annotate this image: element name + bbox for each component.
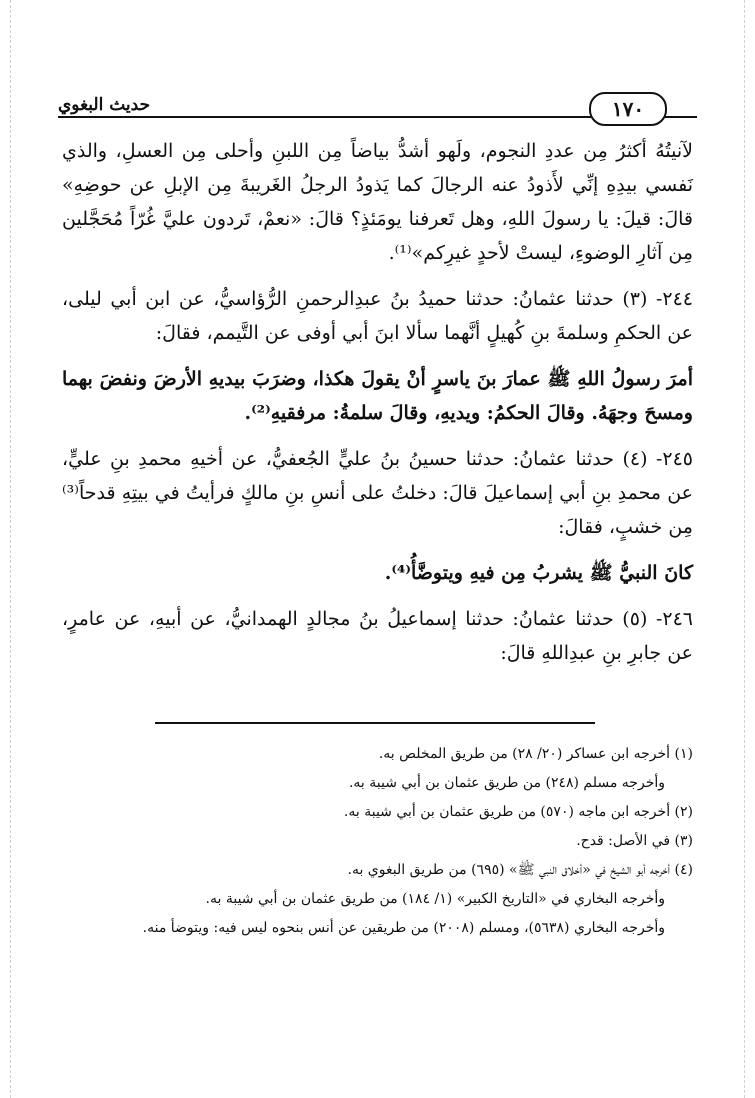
- hadith-245-isnad: ٢٤٥- (٤) حدثنا عثمانُ: حدثنا حسينُ بنُ عليٍّ الجُعفيُّ، عن أخيهِ محمدِ بنِ عليٍّ، عن محمدِ بنِ أبي إسماعيلَ قالَ: دخلتُ على أنسِ بنِ مالكٍ فرأيتُ في بيتِهِ قدحاً⁽³⁾ مِن خشبٍ، فقالَ:: [62, 448, 693, 538]
- footnote-4-continued-a: وأخرجه البخاري في «التاريخ الكبير» (١/ ١٨٤) من طريق عثمان بن أبي شيبة به.: [205, 891, 665, 907]
- hadith-244-matn: أمرَ رسولُ اللهِ ﷺ عمارَ بنَ ياسرٍ أنْ يقولَ هكذا، وضرَبَ بيديهِ الأرضَ ونفضَ بهما ومسحَ وجهَهُ. وقالَ الحكمُ: ويديهِ، وقالَ سلمةُ: مرفقيهِ⁽²⁾.: [62, 368, 693, 424]
- paragraph-continuation: لآنيتُهُ أكثرُ مِن عددِ النجوم، ولَهو أشدُّ بياضاً مِن اللبنِ وأحلى مِن العسلِ، والذي نَفسي بيدِهِ إنِّي لأَذودُ عنه الرجالَ كما يَذودُ الرجلُ الغَريبةَ مِن الإبلِ عن حوضِهِ» قالَ: قيلَ: يا رسولَ اللهِ، وهل تَعرفنا يومَئذٍ؟ قالَ: «نعمْ، تَردون عليَّ غُرّاً مُحَجَّلين مِن آثارِ الوضوءِ، ليستْ لأحدٍ غيرِكم»⁽¹⁾.: [62, 140, 693, 264]
- footnote-1: (١) أخرجه ابن عساكر (٢٠/ ٢٨) من طريق المخلص به.: [378, 746, 693, 762]
- footnote-separator: [155, 722, 595, 724]
- hadith-244-isnad: ٢٤٤- (٣) حدثنا عثمانُ: حدثنا حميدُ بنُ عبدِالرحمنِ الرُّؤاسيُّ، عن ابن أبي ليلى، عن الحكمِ وسلمةَ بنِ كُهيلٍ أنَّهما سألا ابنَ أبي أوفى عن التَّيمم، فقالَ:: [62, 288, 693, 344]
- running-header: [58, 88, 697, 124]
- hadith-245-matn: كانَ النبيُّ ﷺ يشربُ مِن فيهِ ويتوضَّأُ⁽⁴⁾.: [384, 562, 693, 584]
- footnote-4-continued-b: وأخرجه البخاري (٥٦٣٨)، ومسلم (٢٠٠٨) من طريقين عن أنس بنحوه ليس فيه: ويتوضأ منه.: [142, 920, 665, 936]
- footnote-4: (٤) أخرجه أبو الشيخ في «أخلاق النبي ﷺ» (٦٩٥) من طريق البغوي به.: [347, 862, 693, 878]
- page-number: ١٧٠: [589, 92, 667, 126]
- footnote-2: (٢) أخرجه ابن ماجه (٥٧٠) من طريق عثمان بن أبي شيبة به.: [343, 804, 693, 820]
- page-edge-left: [10, 0, 11, 1098]
- page-edge-right: [744, 0, 745, 1098]
- footnote-1-continued: وأخرجه مسلم (٢٤٨) من طريق عثمان بن أبي شيبة به.: [348, 775, 665, 791]
- book-title: حديث البغوي: [58, 95, 151, 115]
- main-text: [62, 134, 693, 670]
- hadith-246-isnad: ٢٤٦- (٥) حدثنا عثمانُ: حدثنا إسماعيلُ بنُ مجالدٍ الهمدانيُّ، عن أبيهِ، عن عامرٍ، عن جابرِ بنِ عبدِاللهِ قالَ:: [62, 608, 693, 664]
- footnotes: [62, 740, 693, 943]
- footnote-3: (٣) في الأصل: قدح.: [576, 833, 693, 849]
